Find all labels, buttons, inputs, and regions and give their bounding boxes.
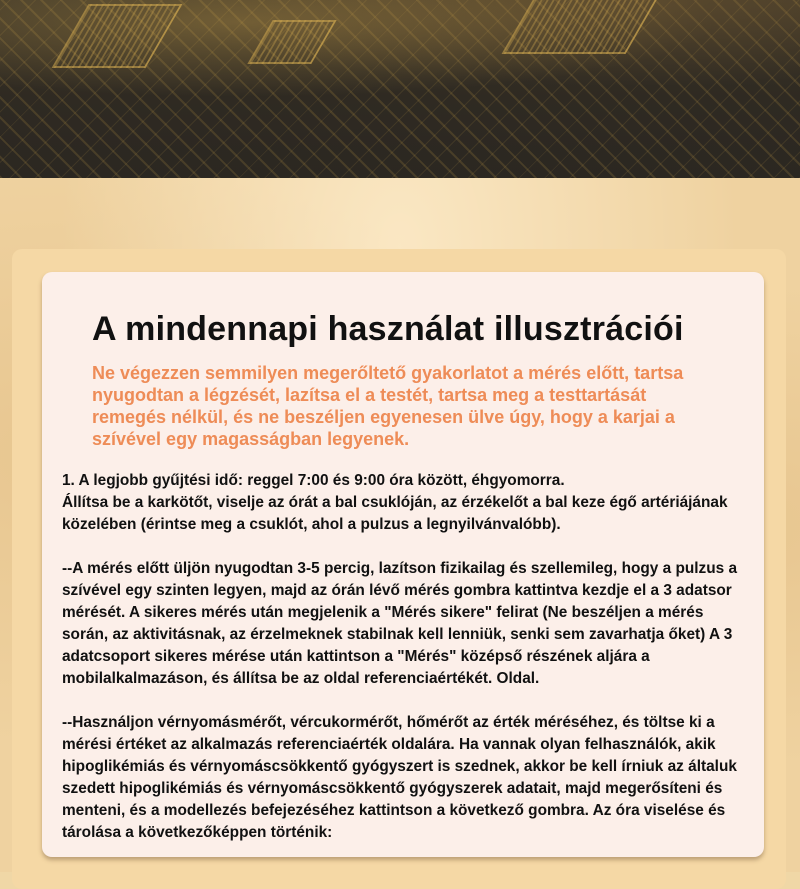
circuit-chip-graphic [247,20,336,64]
intro-warning: Ne végezzen semmilyen megerőltető gyakorlatot a mérés előtt, tartsa nyugodtan a légzését, lazítsa el a testét, tartsa meg a testtartását remegés nélkül, és ne beszéljen egyenesen ülve úgy, hogy a karjai a szívével egy magasságban legyenek. [92,363,684,449]
instruction-body [62,470,752,844]
circuit-chip-graphic [502,0,663,54]
paragraph-collection-time: 1. A legjobb gyűjtési idő: reggel 7:00 és 9:00 óra között, éhgyomorra. [62,472,565,489]
paragraph-reference-values: --Használjon vérnyomásmérőt, vércukormérőt, hőmérőt az érték méréséhez, és töltse ki a mérési értéket az alkalmazás referenciaérték oldalára. Ha vannak olyan felhasználók, akik hipoglikémiás és vérnyomáscsökkentő gyógyszert is szednek, akkor be kell írniuk az általuk szedett hipoglikémiás és vérnyomáscsökkentő gyógyszerek adatait, majd megerősíteni és menteni, és a modellezés befejezéséhez kattintson a következő gombra. Az óra viselése és tárolása a következőképpen történik: [62,714,737,841]
paragraph-wearing: Állítsa be a karkötőt, viselje az órát a bal csuklóján, az érzékelőt a bal keze égő artériájának közelében (érintse meg a csuklót, ahol a pulzus a legnyilvánvalóbb). [62,494,728,533]
circuit-chip-graphic [52,4,183,68]
hero-circuit-image [0,0,800,178]
instruction-card [42,272,764,857]
paragraph-measurement: --A mérés előtt üljön nyugodtan 3-5 percig, lazítson fizikailag és szellemileg, hogy a pulzus a szívével egy szinten legyen, majd az órán lévő mérés gombra kattintva kezdje el a 3 adatsor mérését. A sikeres mérés után megjelenik a "Mérés sikere" felirat (Ne beszéljen a mérés során, az aktivitásnak, az érzelmeknek stabilnak kell lenniük, senki sem zavarhatja őket) A 3 adatcsoport sikeres mérése után kattintson a "Mérés" középső részének aljára a mobilalkalmazáson, és állítsa be az oldal referenciaértékét. Oldal. [62,560,738,687]
page-title: A mindennapi használat illusztrációi [92,310,684,348]
